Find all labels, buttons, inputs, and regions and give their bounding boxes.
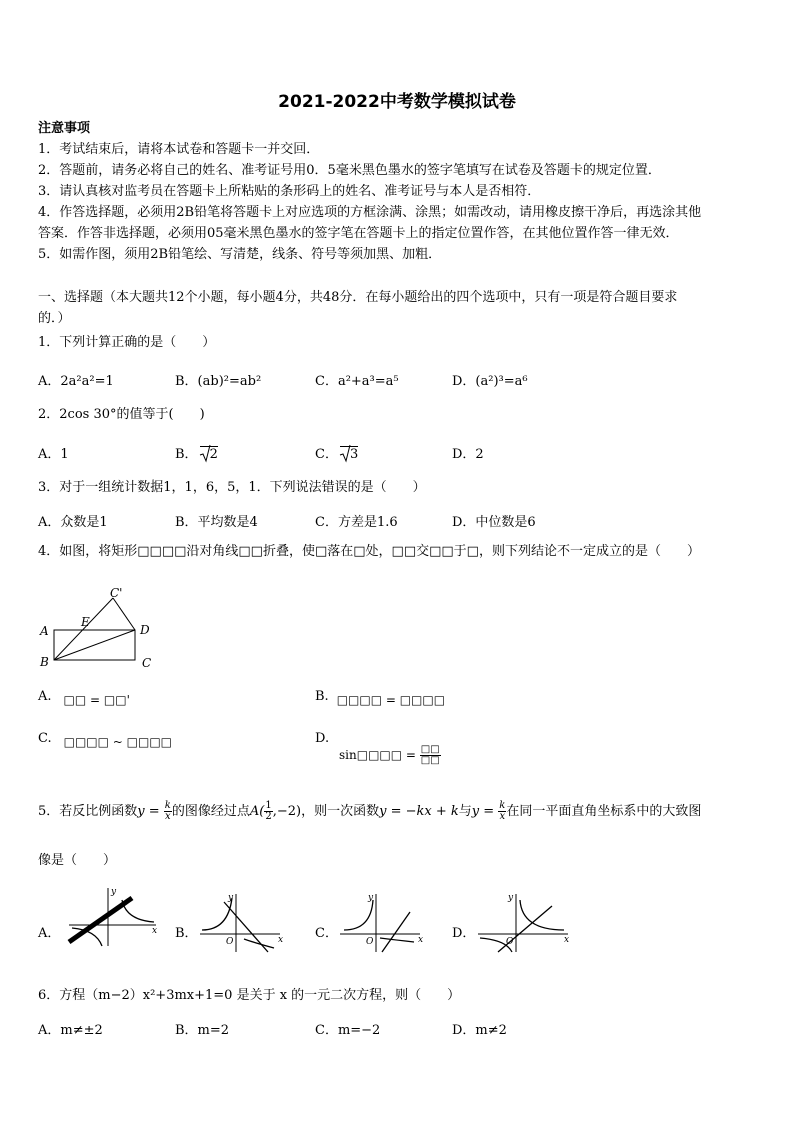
- notice-item: 5．如需作图，须用2B铅笔绘、写清楚，线条、符号等须加黑、加粗．: [38, 247, 442, 262]
- section-heading-cont: 的．）: [38, 311, 71, 326]
- svg-text:y: y: [228, 893, 234, 903]
- question-6-stem: 6．方程（m−2）x²+3mx+1=0 是关于 x 的一元二次方程，则（ ）: [38, 988, 461, 1003]
- question-1-stem: 1．下列计算正确的是（ ）: [38, 335, 216, 350]
- question-2-stem: 2．2cos 30°的值等于( ): [38, 407, 205, 422]
- question-4-stem: 4．如图，将矩形□□□□沿对角线□□折叠，使□落在□处，□□交□□于□，则下列结论不一定成立的是（ ）: [38, 544, 700, 559]
- label-b: B: [40, 655, 49, 669]
- q3-option-b: B．平均数是4: [175, 515, 258, 530]
- q4-option-b: B. □□□□ = □□□□: [315, 689, 446, 707]
- q3-option-c: C．方差是1.6: [315, 515, 398, 530]
- q2-option-c: C． 3: [315, 447, 359, 462]
- page-title: 2021-2022中考数学模拟试卷: [278, 92, 516, 112]
- graph-c: [338, 892, 428, 954]
- notice-item: 2．答题前，请务必将自己的姓名、准考证号用0．5毫米黑色墨水的签字笔填写在试卷及答题卡的规定位置．: [38, 163, 661, 178]
- q2-option-b: B． 2: [175, 447, 218, 462]
- q6-option-c: C．m=−2: [315, 1023, 381, 1038]
- svg-text:y: y: [368, 893, 374, 903]
- q4-option-c: C. □□□□ ~ □□□□: [38, 731, 173, 749]
- q2-option-a: A．1: [38, 447, 69, 462]
- label-d: D: [140, 623, 150, 637]
- label-e: E: [81, 615, 90, 629]
- svg-text:y: y: [508, 893, 514, 903]
- notice-item: 1．考试结束后，请将本试卷和答题卡一并交回．: [38, 142, 320, 157]
- label-c-prime: C': [110, 586, 123, 600]
- label-c: C: [142, 656, 152, 670]
- rectangle-fold-figure: [36, 588, 166, 678]
- q6-option-a: A．m≠±2: [38, 1023, 103, 1038]
- question-5-stem: 5．若反比例函数y = $\frac{k}{x}$ 的图像经过点A( $\frac{1}{2}$ ,−2)，则一次函数y = −kx + k与y = $\frac{k}{x}$ 在同一平面直角坐标系中的大致图: [38, 800, 702, 822]
- svg-text:x: x: [278, 935, 284, 945]
- q3-option-a: A．众数是1: [38, 515, 108, 530]
- svg-text:x: x: [152, 926, 158, 936]
- svg-text:x: x: [564, 935, 570, 945]
- label-a: A: [40, 624, 49, 638]
- svg-text:y: y: [111, 887, 117, 897]
- notice-item: 3．请认真核对监考员在答题卡上所粘贴的条形码上的姓名、准考证号与本人是否相符．: [38, 184, 541, 199]
- notice-heading: 注意事项: [38, 121, 91, 136]
- q5-option-c-label: C．: [315, 926, 338, 941]
- graph-b: [198, 892, 288, 954]
- q6-option-d: D．m≠2: [452, 1023, 507, 1038]
- svg-text:O: O: [506, 937, 514, 947]
- q3-option-d: D．中位数是6: [452, 515, 536, 530]
- graph-d: [476, 892, 576, 954]
- notice-item: 4．作答选择题，必须用2B铅笔将答题卡上对应选项的方框涂满、涂黑；如需改动，请用橡皮擦干净后，再选涂其他: [38, 205, 702, 220]
- q5-option-a-label: A．: [38, 926, 61, 941]
- q1-option-a: A．2a²a²=1: [38, 374, 114, 389]
- q4-option-a: A. □□ = □□': [38, 689, 130, 707]
- q1-option-d: D．(a²)³=a⁶: [452, 374, 528, 389]
- q5-option-b-label: B．: [175, 926, 198, 941]
- svg-text:O: O: [366, 937, 374, 947]
- q6-option-b: B．m=2: [175, 1023, 230, 1038]
- q5-option-d-label: D．: [452, 926, 476, 941]
- section-heading: 一、选择题（本大题共12个小题，每小题4分，共48分．在每小题给出的四个选项中，只有一项是符合题目要求: [38, 290, 678, 305]
- svg-text:x: x: [418, 935, 424, 945]
- question-5-stem-cont: 像是（ ）: [38, 853, 117, 868]
- q1-option-c: C．a²+a³=a⁵: [315, 374, 399, 389]
- graph-a: [64, 886, 164, 948]
- q4-option-d-body: sin□□□□ = $\frac{□□}{□□}$: [339, 744, 440, 766]
- svg-text:O: O: [226, 937, 234, 947]
- notice-item: 答案．作答非选择题，必须用05毫米黑色墨水的签字笔在答题卡上的指定位置作答，在其他位置作答一律无效．: [38, 226, 679, 241]
- q4-option-d: D.: [315, 731, 330, 746]
- q1-option-b: B．(ab)²=ab²: [175, 374, 262, 389]
- q2-option-d: D．2: [452, 447, 484, 462]
- question-3-stem: 3．对于一组统计数据1，1，6，5，1．下列说法错误的是（ ）: [38, 480, 426, 495]
